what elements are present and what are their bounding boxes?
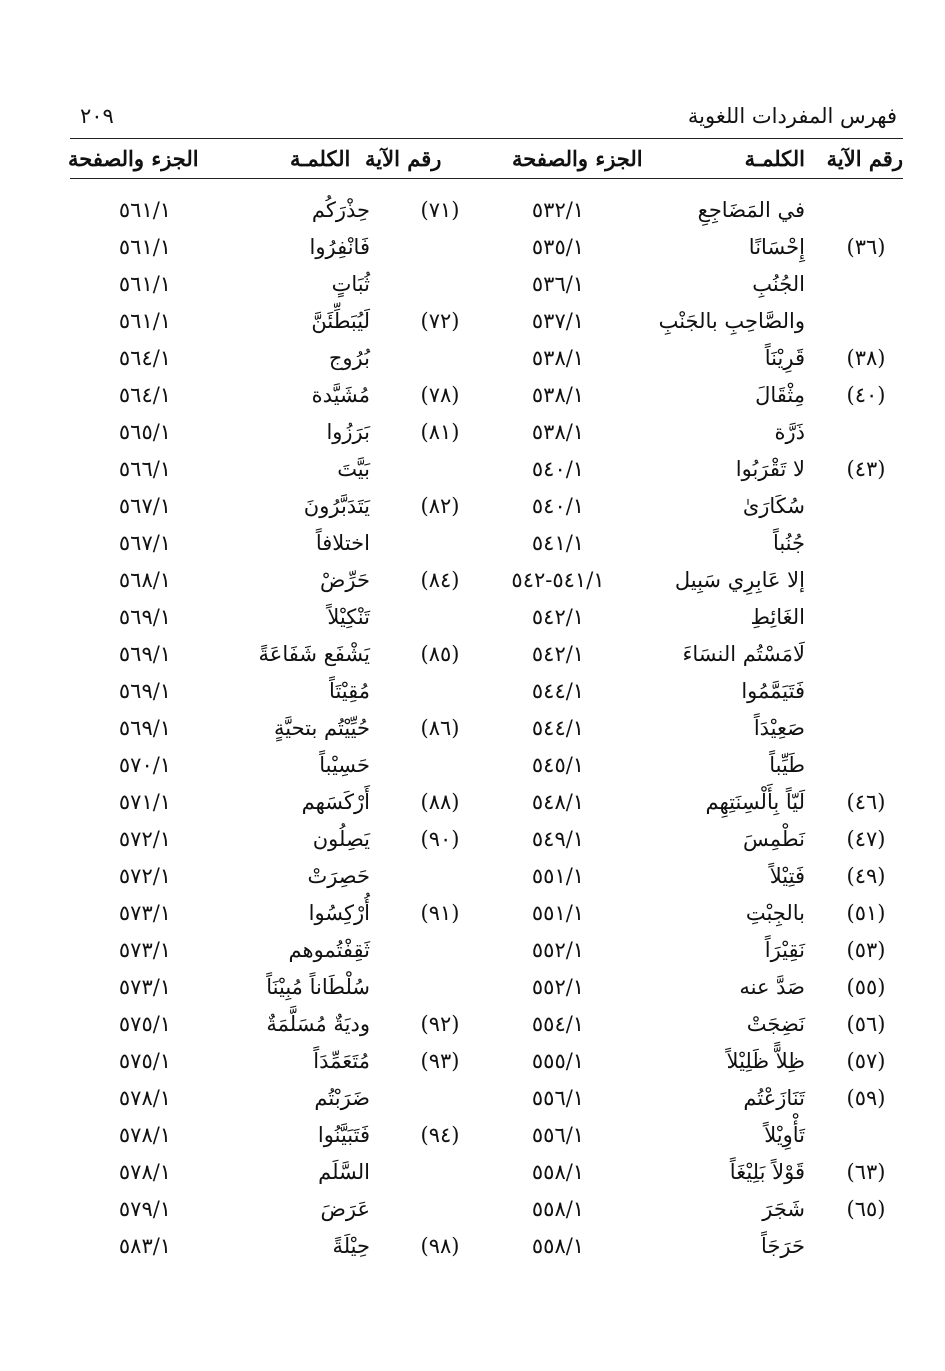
- volume-page-ref: ٥٧٣/١: [118, 901, 172, 925]
- verse-number: (٧١): [420, 198, 460, 222]
- verse-number: (٥٧): [846, 1049, 886, 1073]
- volume-page-ref: ٥٣٨/١: [531, 383, 585, 407]
- index-entry: [60, 938, 480, 975]
- entry-word: لَيُبَطِّئَنَّ: [311, 309, 370, 333]
- entry-word: شَجَرَ: [762, 1197, 805, 1221]
- index-entry: [488, 790, 905, 827]
- volume-page-ref: ٥٣٨/١: [531, 346, 585, 370]
- verse-number: (٨١): [420, 420, 460, 444]
- index-entry: [60, 753, 480, 790]
- entry-word: ضَرَبْتُم: [314, 1086, 370, 1110]
- right-verse-header: رقم الآية: [826, 146, 903, 171]
- volume-page-ref: ٥٦٩/١: [118, 642, 172, 666]
- verse-number: (٩٤): [420, 1123, 460, 1147]
- entry-word: مِثْقَالَ: [755, 383, 805, 407]
- verse-number: (٩٣): [420, 1049, 460, 1073]
- index-entry: [60, 1197, 480, 1234]
- index-entry: [488, 346, 905, 383]
- entry-word: صَعِيْدَاً: [753, 716, 805, 740]
- volume-page-ref: ٥٤١/١: [531, 531, 585, 555]
- volume-page-ref: ٥٦٧/١: [118, 494, 172, 518]
- entry-word: نَطْمِسَ: [743, 827, 805, 851]
- verse-number: (٥٥): [846, 975, 886, 999]
- index-entry: [488, 901, 905, 938]
- volume-page-ref: ٥٤١/١-٥٤٢: [511, 568, 605, 592]
- volume-page-ref: ٥٦١/١: [118, 235, 172, 259]
- volume-page-ref: ٥٦٥/١: [118, 420, 172, 444]
- right-ref-header: الجزء والصفحة: [512, 146, 643, 171]
- entry-word: إِحْسَانًا: [748, 235, 805, 259]
- volume-page-ref: ٥٥٨/١: [531, 1160, 585, 1184]
- index-entry: [60, 420, 480, 457]
- entry-word: تَأْوِيْلاً: [764, 1123, 805, 1147]
- index-entry: [488, 975, 905, 1012]
- volume-page-ref: ٥٦٦/١: [118, 457, 172, 481]
- entry-word: أَرْكَسَهم: [301, 790, 370, 814]
- volume-page-ref: ٥٤٩/١: [531, 827, 585, 851]
- entry-word: حَرَجَاً: [761, 1234, 805, 1258]
- entry-word: نَضِجَتْ: [746, 1012, 805, 1036]
- entry-word: اختلافاً: [315, 531, 370, 555]
- index-entry: [60, 1160, 480, 1197]
- volume-page-ref: ٥٥٢/١: [531, 975, 585, 999]
- entry-word: سُكَارَىٰ: [742, 494, 805, 518]
- index-entry: [60, 605, 480, 642]
- index-entry: [488, 198, 905, 235]
- index-entry: [60, 1012, 480, 1049]
- entry-word: صَدَّ عنه: [739, 975, 805, 999]
- entry-word: بالجِبْتِ: [745, 901, 805, 925]
- verse-number: (٣٨): [846, 346, 886, 370]
- volume-page-ref: ٥٤٠/١: [531, 457, 585, 481]
- entry-word: مُقِيْتَاً: [329, 679, 370, 703]
- verse-number: (٨٨): [420, 790, 460, 814]
- index-entry: [488, 716, 905, 753]
- entry-word: لا تَقْرَبُوا: [735, 457, 805, 481]
- index-entry: [60, 198, 480, 235]
- index-entry: [488, 1012, 905, 1049]
- entry-word: ذَرَّة: [774, 420, 805, 444]
- index-entry: [488, 309, 905, 346]
- entry-word: ثَقِفْتُموهم: [288, 938, 370, 962]
- index-entry: [60, 679, 480, 716]
- volume-page-ref: ٥٦٨/١: [118, 568, 172, 592]
- verse-number: (٤٧): [846, 827, 886, 851]
- volume-page-ref: ٥٤٠/١: [531, 494, 585, 518]
- index-entry: [488, 1123, 905, 1160]
- volume-page-ref: ٥٧١/١: [118, 790, 172, 814]
- entry-word: سُلْطَاناً مُبِيْنَاً: [266, 975, 370, 999]
- index-entry: [60, 1123, 480, 1160]
- entry-word: بَيَّتَ: [337, 457, 370, 481]
- entry-word: لَامَسْتُم النسَاءَ: [682, 642, 805, 666]
- right-word-header: الكلمـة: [744, 146, 805, 171]
- entry-word: يَصِلُون: [312, 827, 370, 851]
- volume-page-ref: ٥٧٣/١: [118, 938, 172, 962]
- index-entry: [488, 420, 905, 457]
- entry-word: نَقِيْرَاً: [764, 938, 805, 962]
- entry-word: فَتِيْلاً: [769, 864, 805, 888]
- entry-word: حِذْرَكُم: [311, 198, 370, 222]
- volume-page-ref: ٥٤٢/١: [531, 642, 585, 666]
- entry-word: يَشْفَع شَفَاعَةً: [258, 642, 370, 666]
- index-entry: [488, 1086, 905, 1123]
- entry-word: حُيِّيْتُم بتحيَّةٍ: [274, 716, 370, 740]
- volume-page-ref: ٥٣٨/١: [531, 420, 585, 444]
- index-entry: [488, 1049, 905, 1086]
- entry-word: حَسِيْباً: [319, 753, 370, 777]
- index-entry: [488, 1197, 905, 1234]
- verse-number: (٩١): [420, 901, 460, 925]
- verse-number: (٨٤): [420, 568, 460, 592]
- volume-page-ref: ٥٧٩/١: [118, 1197, 172, 1221]
- verse-number: (٤٠): [846, 383, 886, 407]
- entry-word: بُرُوج: [328, 346, 370, 370]
- volume-page-ref: ٥٣٥/١: [531, 235, 585, 259]
- entry-word: تَنْكِيْلاً: [327, 605, 370, 629]
- volume-page-ref: ٥٥١/١: [531, 901, 585, 925]
- verse-number: (٥٩): [846, 1086, 886, 1110]
- verse-number: (٥٣): [846, 938, 886, 962]
- index-entry: [60, 494, 480, 531]
- verse-number: (٥٦): [846, 1012, 886, 1036]
- entry-word: قَرِيْنَاً: [764, 346, 805, 370]
- verse-number: (٦٣): [846, 1160, 886, 1184]
- entry-word: لَيّاً بِأَلْسِنَتِهِم: [705, 790, 805, 814]
- volume-page-ref: ٥٣٢/١: [531, 198, 585, 222]
- verse-number: (٩٢): [420, 1012, 460, 1036]
- index-entry: [60, 457, 480, 494]
- verse-number: (٨٢): [420, 494, 460, 518]
- entry-word: الغَائِطِ: [750, 605, 805, 629]
- index-entry: [60, 272, 480, 309]
- verse-number: (٧٨): [420, 383, 460, 407]
- volume-page-ref: ٥٧٢/١: [118, 864, 172, 888]
- volume-page-ref: ٥٦٤/١: [118, 383, 172, 407]
- volume-page-ref: ٥٥٦/١: [531, 1086, 585, 1110]
- index-entry: [488, 494, 905, 531]
- volume-page-ref: ٥٧٨/١: [118, 1086, 172, 1110]
- verse-number: (٦٥): [846, 1197, 886, 1221]
- index-entry: [60, 235, 480, 272]
- volume-page-ref: ٥٦٩/١: [118, 679, 172, 703]
- entry-word: جُنُباً: [772, 531, 805, 555]
- index-entry: [60, 531, 480, 568]
- index-entry: [60, 309, 480, 346]
- index-entry: [60, 1234, 480, 1271]
- index-entry: [60, 568, 480, 605]
- volume-page-ref: ٥٨٣/١: [118, 1234, 172, 1258]
- volume-page-ref: ٥٣٧/١: [531, 309, 585, 333]
- index-entry: [488, 457, 905, 494]
- volume-page-ref: ٥٧٥/١: [118, 1049, 172, 1073]
- index-entry: [488, 235, 905, 272]
- volume-page-ref: ٥٥١/١: [531, 864, 585, 888]
- volume-page-ref: ٥٥٤/١: [531, 1012, 585, 1036]
- index-entry: [60, 901, 480, 938]
- entry-word: عَرَضَ: [320, 1197, 370, 1221]
- entry-word: مُتَعَمِّدَاً: [313, 1049, 370, 1073]
- entry-word: طَيِّباً: [769, 753, 805, 777]
- index-entry: [488, 531, 905, 568]
- index-entry: [60, 716, 480, 753]
- volume-page-ref: ٥٦٧/١: [118, 531, 172, 555]
- volume-page-ref: ٥٤٤/١: [531, 679, 585, 703]
- entry-word: السَّلَم: [318, 1160, 370, 1184]
- volume-page-ref: ٥٦٩/١: [118, 716, 172, 740]
- index-entry: [60, 790, 480, 827]
- volume-page-ref: ٥٤٢/١: [531, 605, 585, 629]
- index-entry: [60, 642, 480, 679]
- verse-number: (٩٨): [420, 1234, 460, 1258]
- index-entry: [60, 975, 480, 1012]
- entry-word: ظِلاًّ ظَلِيْلاً: [726, 1049, 805, 1073]
- running-title: فهرس المفردات اللغوية: [687, 104, 897, 128]
- entry-word: ثُبَاتٍ: [331, 272, 370, 296]
- index-entry: [488, 827, 905, 864]
- volume-page-ref: ٥٥٢/١: [531, 938, 585, 962]
- verse-number: (٤٦): [846, 790, 886, 814]
- entry-word: مُشَيَّدة: [311, 383, 370, 407]
- entry-word: في المَضَاجِعِ: [697, 198, 805, 222]
- entry-word: والصَّاحِبِ بالجَنْبِ: [658, 309, 805, 333]
- entry-word: حَرِّضْ: [320, 568, 370, 592]
- volume-page-ref: ٥٥٥/١: [531, 1049, 585, 1073]
- verse-number: (٤٩): [846, 864, 886, 888]
- verse-number: (٥١): [846, 901, 886, 925]
- column-header-divider: [70, 178, 903, 179]
- entry-word: فَتَيَمَّمُوا: [741, 679, 805, 703]
- entry-word: الجُنُبِ: [752, 272, 805, 296]
- volume-page-ref: ٥٧٣/١: [118, 975, 172, 999]
- index-entry: [60, 346, 480, 383]
- entry-word: فَانْفِرُوا: [309, 235, 370, 259]
- volume-page-ref: ٥٥٦/١: [531, 1123, 585, 1147]
- left-ref-header: الجزء والصفحة: [68, 146, 199, 171]
- volume-page-ref: ٥٦١/١: [118, 198, 172, 222]
- verse-number: (٨٦): [420, 716, 460, 740]
- index-entry: [488, 642, 905, 679]
- entry-word: حِيْلَةً: [332, 1234, 370, 1258]
- verse-number: (٧٢): [420, 309, 460, 333]
- volume-page-ref: ٥٧٨/١: [118, 1160, 172, 1184]
- entry-word: يَتَدَبَّرُونَ: [303, 494, 370, 518]
- index-entry: [488, 679, 905, 716]
- verse-number: (٩٠): [420, 827, 460, 851]
- page-number: ٢٠٩: [80, 104, 114, 128]
- index-entry: [60, 827, 480, 864]
- entry-word: تَنَازَعْتُم: [743, 1086, 805, 1110]
- volume-page-ref: ٥٦٤/١: [118, 346, 172, 370]
- entry-word: فَتَبَيَّنُوا: [317, 1123, 370, 1147]
- volume-page-ref: ٥٦١/١: [118, 272, 172, 296]
- volume-page-ref: ٥٤٤/١: [531, 716, 585, 740]
- volume-page-ref: ٥٣٦/١: [531, 272, 585, 296]
- volume-page-ref: ٥٥٨/١: [531, 1234, 585, 1258]
- index-entry: [488, 605, 905, 642]
- entry-word: حَصِرَتْ: [307, 864, 370, 888]
- volume-page-ref: ٥٤٨/١: [531, 790, 585, 814]
- entry-word: إلا عَابِرِي سَبِيل: [674, 568, 805, 592]
- left-word-header: الكلمـة: [290, 146, 351, 171]
- volume-page-ref: ٥٧٢/١: [118, 827, 172, 851]
- volume-page-ref: ٥٦١/١: [118, 309, 172, 333]
- index-entry: [488, 1160, 905, 1197]
- verse-number: (٨٥): [420, 642, 460, 666]
- index-entry: [488, 753, 905, 790]
- index-entry: [488, 938, 905, 975]
- index-entry: [488, 864, 905, 901]
- volume-page-ref: ٥٧٥/١: [118, 1012, 172, 1036]
- left-verse-header: رقم الآية: [365, 146, 442, 171]
- entry-word: وديَةٌ مُسَلَّمَةٌ: [266, 1012, 370, 1036]
- index-entry: [60, 383, 480, 420]
- index-entry: [488, 272, 905, 309]
- index-entry: [60, 864, 480, 901]
- volume-page-ref: ٥٧٨/١: [118, 1123, 172, 1147]
- index-entry: [488, 383, 905, 420]
- index-entry: [488, 568, 905, 605]
- volume-page-ref: ٥٤٥/١: [531, 753, 585, 777]
- volume-page-ref: ٥٥٨/١: [531, 1197, 585, 1221]
- volume-page-ref: ٥٧٠/١: [118, 753, 172, 777]
- entry-word: أُرْكِسُوا: [308, 901, 370, 925]
- entry-word: بَرَزُوا: [326, 420, 370, 444]
- index-entry: [60, 1049, 480, 1086]
- verse-number: (٣٦): [846, 235, 886, 259]
- index-entry: [488, 1234, 905, 1271]
- header-divider: [70, 138, 903, 139]
- verse-number: (٤٣): [846, 457, 886, 481]
- entry-word: قَوْلاً بَلِيْغَاً: [729, 1160, 805, 1184]
- index-entry: [60, 1086, 480, 1123]
- volume-page-ref: ٥٦٩/١: [118, 605, 172, 629]
